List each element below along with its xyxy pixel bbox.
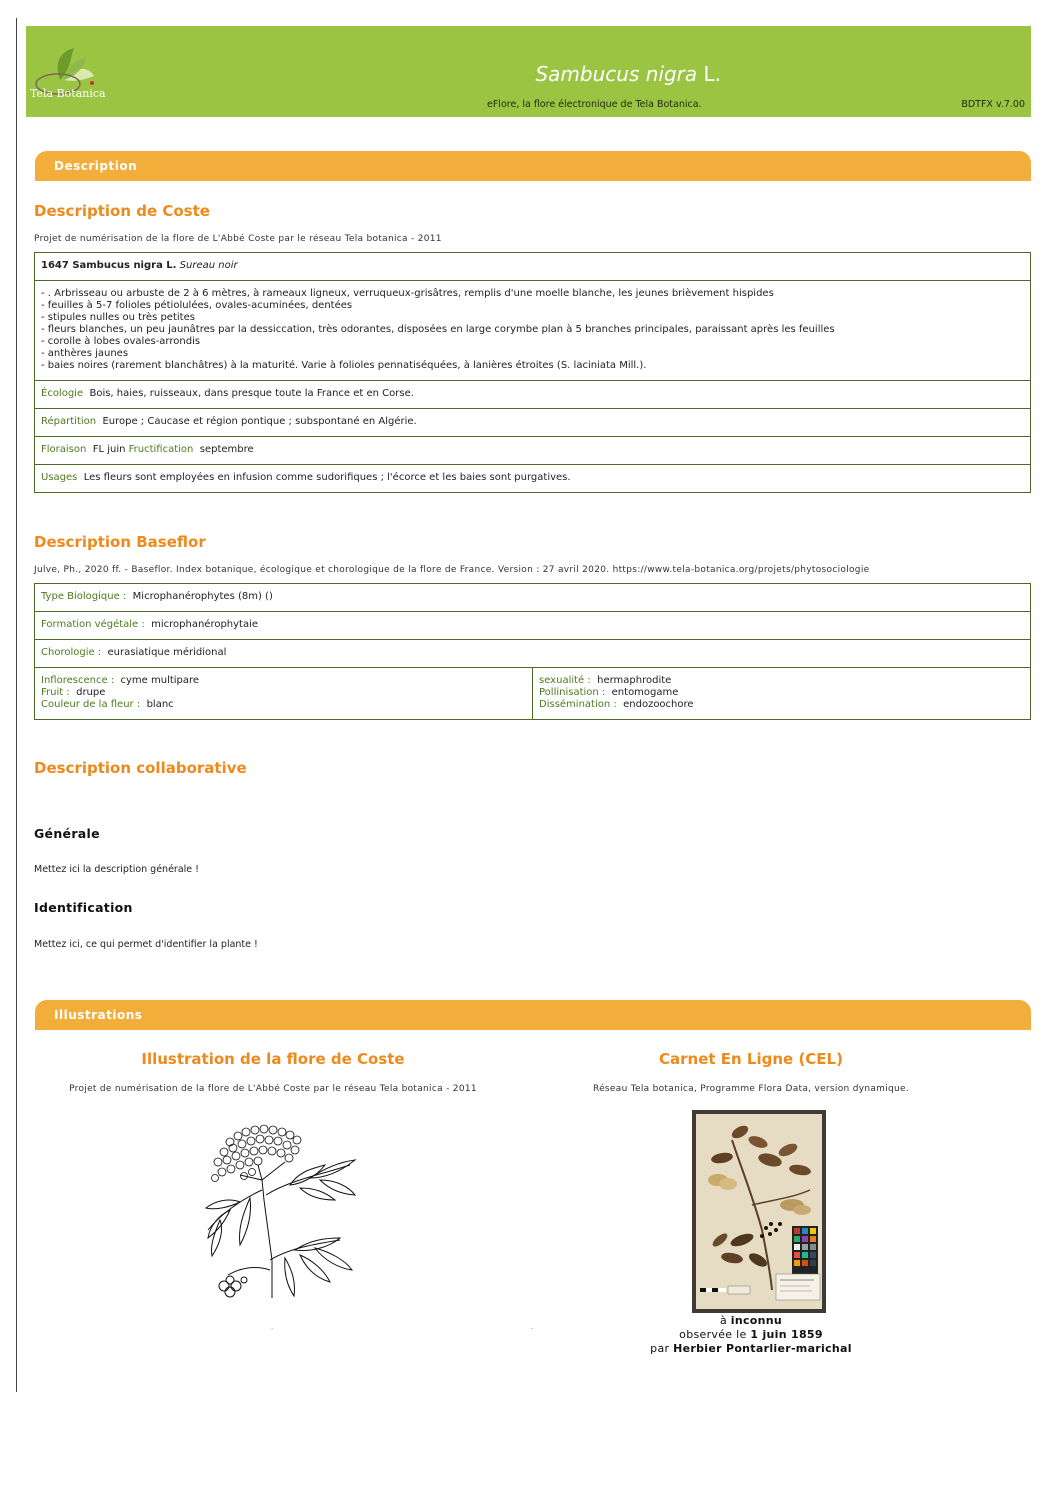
- description-band: [35, 151, 1031, 181]
- pollinisation-value: entomogame: [611, 687, 679, 698]
- fructification-label: Fructification: [128, 444, 194, 455]
- fructification-value: septembre: [199, 444, 254, 455]
- floraison-row: [35, 437, 1030, 465]
- repartition-value: Europe ; Caucase et région pontique ; subspontané en Algérie.: [102, 416, 417, 427]
- obs-place: inconnu: [730, 1314, 783, 1327]
- dissemination-label: Dissémination :: [539, 699, 617, 710]
- title-author: L.: [703, 62, 721, 86]
- identification-text: Mettez ici, ce qui permet d'identifier la plante !: [34, 939, 258, 950]
- coste-line: - anthères jaunes: [41, 348, 129, 359]
- coste-source: Projet de numérisation de la flore de L'Abbé Coste par le réseau Tela botanica - 2011: [34, 234, 442, 244]
- chorologie-label: Chorologie :: [41, 647, 102, 658]
- coste-table: [34, 252, 1031, 493]
- coste-line: - corolle à lobes ovales-arrondis: [41, 336, 201, 347]
- obs-a: à: [719, 1314, 727, 1327]
- fruit-value: drupe: [76, 687, 106, 698]
- ecologie-label: Écologie: [41, 388, 84, 399]
- usages-value: Les fleurs sont employées en infusion comme sudorifiques ; l'écorce et les baies sont purgatives.: [83, 472, 571, 483]
- ecologie-value: Bois, haies, ruisseaux, dans presque toute la France et en Corse.: [89, 388, 414, 399]
- obs-date: 1 juin 1859: [750, 1328, 823, 1341]
- separator-dot: .: [271, 1323, 274, 1331]
- couleur-label: Couleur de la fleur :: [41, 699, 141, 710]
- coste-illustration-heading: Illustration de la flore de Coste: [141, 1050, 405, 1068]
- usages-label: Usages: [41, 472, 78, 483]
- ecologie-row: [35, 381, 1030, 409]
- coste-line: - . Arbrisseau ou arbuste de 2 à 6 mètres, à rameaux ligneux, verruqueux-grisâtres, remplis d'une moelle blanche, les jeunes brièvement hispides: [41, 288, 774, 299]
- inflorescence-label: Inflorescence :: [41, 675, 115, 686]
- coste-line: - fleurs blanches, un peu jaunâtres par la dessiccation, très odorantes, disposées en large corymbe plan à 5 branches principales, paraissant après les feuilles: [41, 324, 835, 335]
- formation-row: [35, 612, 1030, 640]
- observation-info: [545, 1314, 957, 1356]
- chorologie-value: eurasiatique méridional: [107, 647, 227, 658]
- type-biologique-value: Microphanérophytes (8m) (): [132, 591, 273, 602]
- illustrations-band-label: Illustrations: [54, 1008, 143, 1022]
- generale-heading: Générale: [34, 826, 100, 841]
- pollinisation-label: Pollinisation :: [539, 687, 606, 698]
- coste-illustration-source: Projet de numérisation de la flore de L'Abbé Coste par le réseau Tela botanica - 2011: [69, 1084, 477, 1094]
- cel-heading: Carnet En Ligne (CEL): [659, 1050, 843, 1068]
- obs-par: par: [650, 1342, 670, 1355]
- separator-dot: .: [531, 1323, 534, 1331]
- baseflor-source: Julve, Ph., 2020 ff. - Baseflor. Index botanique, écologique et chorologique de la flore de France. Version : 27 avril 2020. https://www.tela-botanica.org/projets/phytosociologie: [34, 565, 870, 575]
- coste-common-name: Sureau noir: [179, 260, 238, 271]
- page-subtitle: eFlore, la flore électronique de Tela Botanica.: [487, 99, 702, 110]
- logo-text: Tela Botanica: [30, 87, 106, 100]
- description-band-label: Description: [54, 159, 138, 173]
- baseflor-table: [34, 583, 1031, 720]
- usages-row: [35, 465, 1030, 492]
- page-title: [535, 62, 721, 86]
- coste-line: - baies noires (rarement blanchâtres) à la maturité. Varie à folioles pennatiséquées, à lanières étroites (S. laciniata Mill.).: [41, 360, 647, 371]
- cel-source: Réseau Tela botanica, Programme Flora Data, version dynamique.: [592, 1084, 910, 1094]
- page-left-rule: [16, 18, 17, 1392]
- coste-description: [35, 281, 1030, 381]
- floraison-label: Floraison: [41, 444, 87, 455]
- baseflor-traits-row: [35, 668, 1030, 719]
- herbarium-specimen-photo[interactable]: [692, 1110, 826, 1313]
- illustrations-band: [35, 1000, 1031, 1030]
- couleur-value: blanc: [146, 699, 174, 710]
- traits-right: [533, 668, 1030, 719]
- version-label: BDTFX v.7.00: [961, 99, 1025, 110]
- identification-heading: Identification: [34, 900, 133, 915]
- fruit-label: Fruit :: [41, 687, 70, 698]
- generale-text: Mettez ici la description générale !: [34, 864, 199, 875]
- collaborative-heading: Description collaborative: [34, 759, 247, 777]
- sexualite-value: hermaphrodite: [597, 675, 672, 686]
- traits-left: [35, 668, 533, 719]
- formation-value: microphanérophytaie: [151, 619, 259, 630]
- repartition-row: [35, 409, 1030, 437]
- obs-author: Herbier Pontarlier-marichal: [673, 1342, 852, 1355]
- coste-heading: Description de Coste: [34, 202, 210, 220]
- title-species: Sambucus nigra: [535, 62, 698, 86]
- coste-line: - feuilles à 5-7 folioles pétiolulées, ovales-acuminées, dentées: [41, 300, 353, 311]
- coste-id: 1647 Sambucus nigra L.: [41, 260, 177, 271]
- chorologie-row: [35, 640, 1030, 668]
- floraison-value: FL juin: [92, 444, 126, 455]
- type-biologique-row: [35, 584, 1030, 612]
- formation-label: Formation végétale :: [41, 619, 145, 630]
- obs-observee: observée le: [679, 1328, 747, 1341]
- dissemination-value: endozoochore: [623, 699, 694, 710]
- coste-id-row: [35, 253, 1030, 281]
- baseflor-heading: Description Baseflor: [34, 533, 206, 551]
- repartition-label: Répartition: [41, 416, 97, 427]
- sexualite-label: sexualité :: [539, 675, 591, 686]
- type-biologique-label: Type Biologique :: [41, 591, 127, 602]
- coste-line-drawing: [200, 1120, 360, 1305]
- page-header: [26, 26, 1031, 117]
- coste-line: - stipules nulles ou très petites: [41, 312, 195, 323]
- inflorescence-value: cyme multipare: [120, 675, 200, 686]
